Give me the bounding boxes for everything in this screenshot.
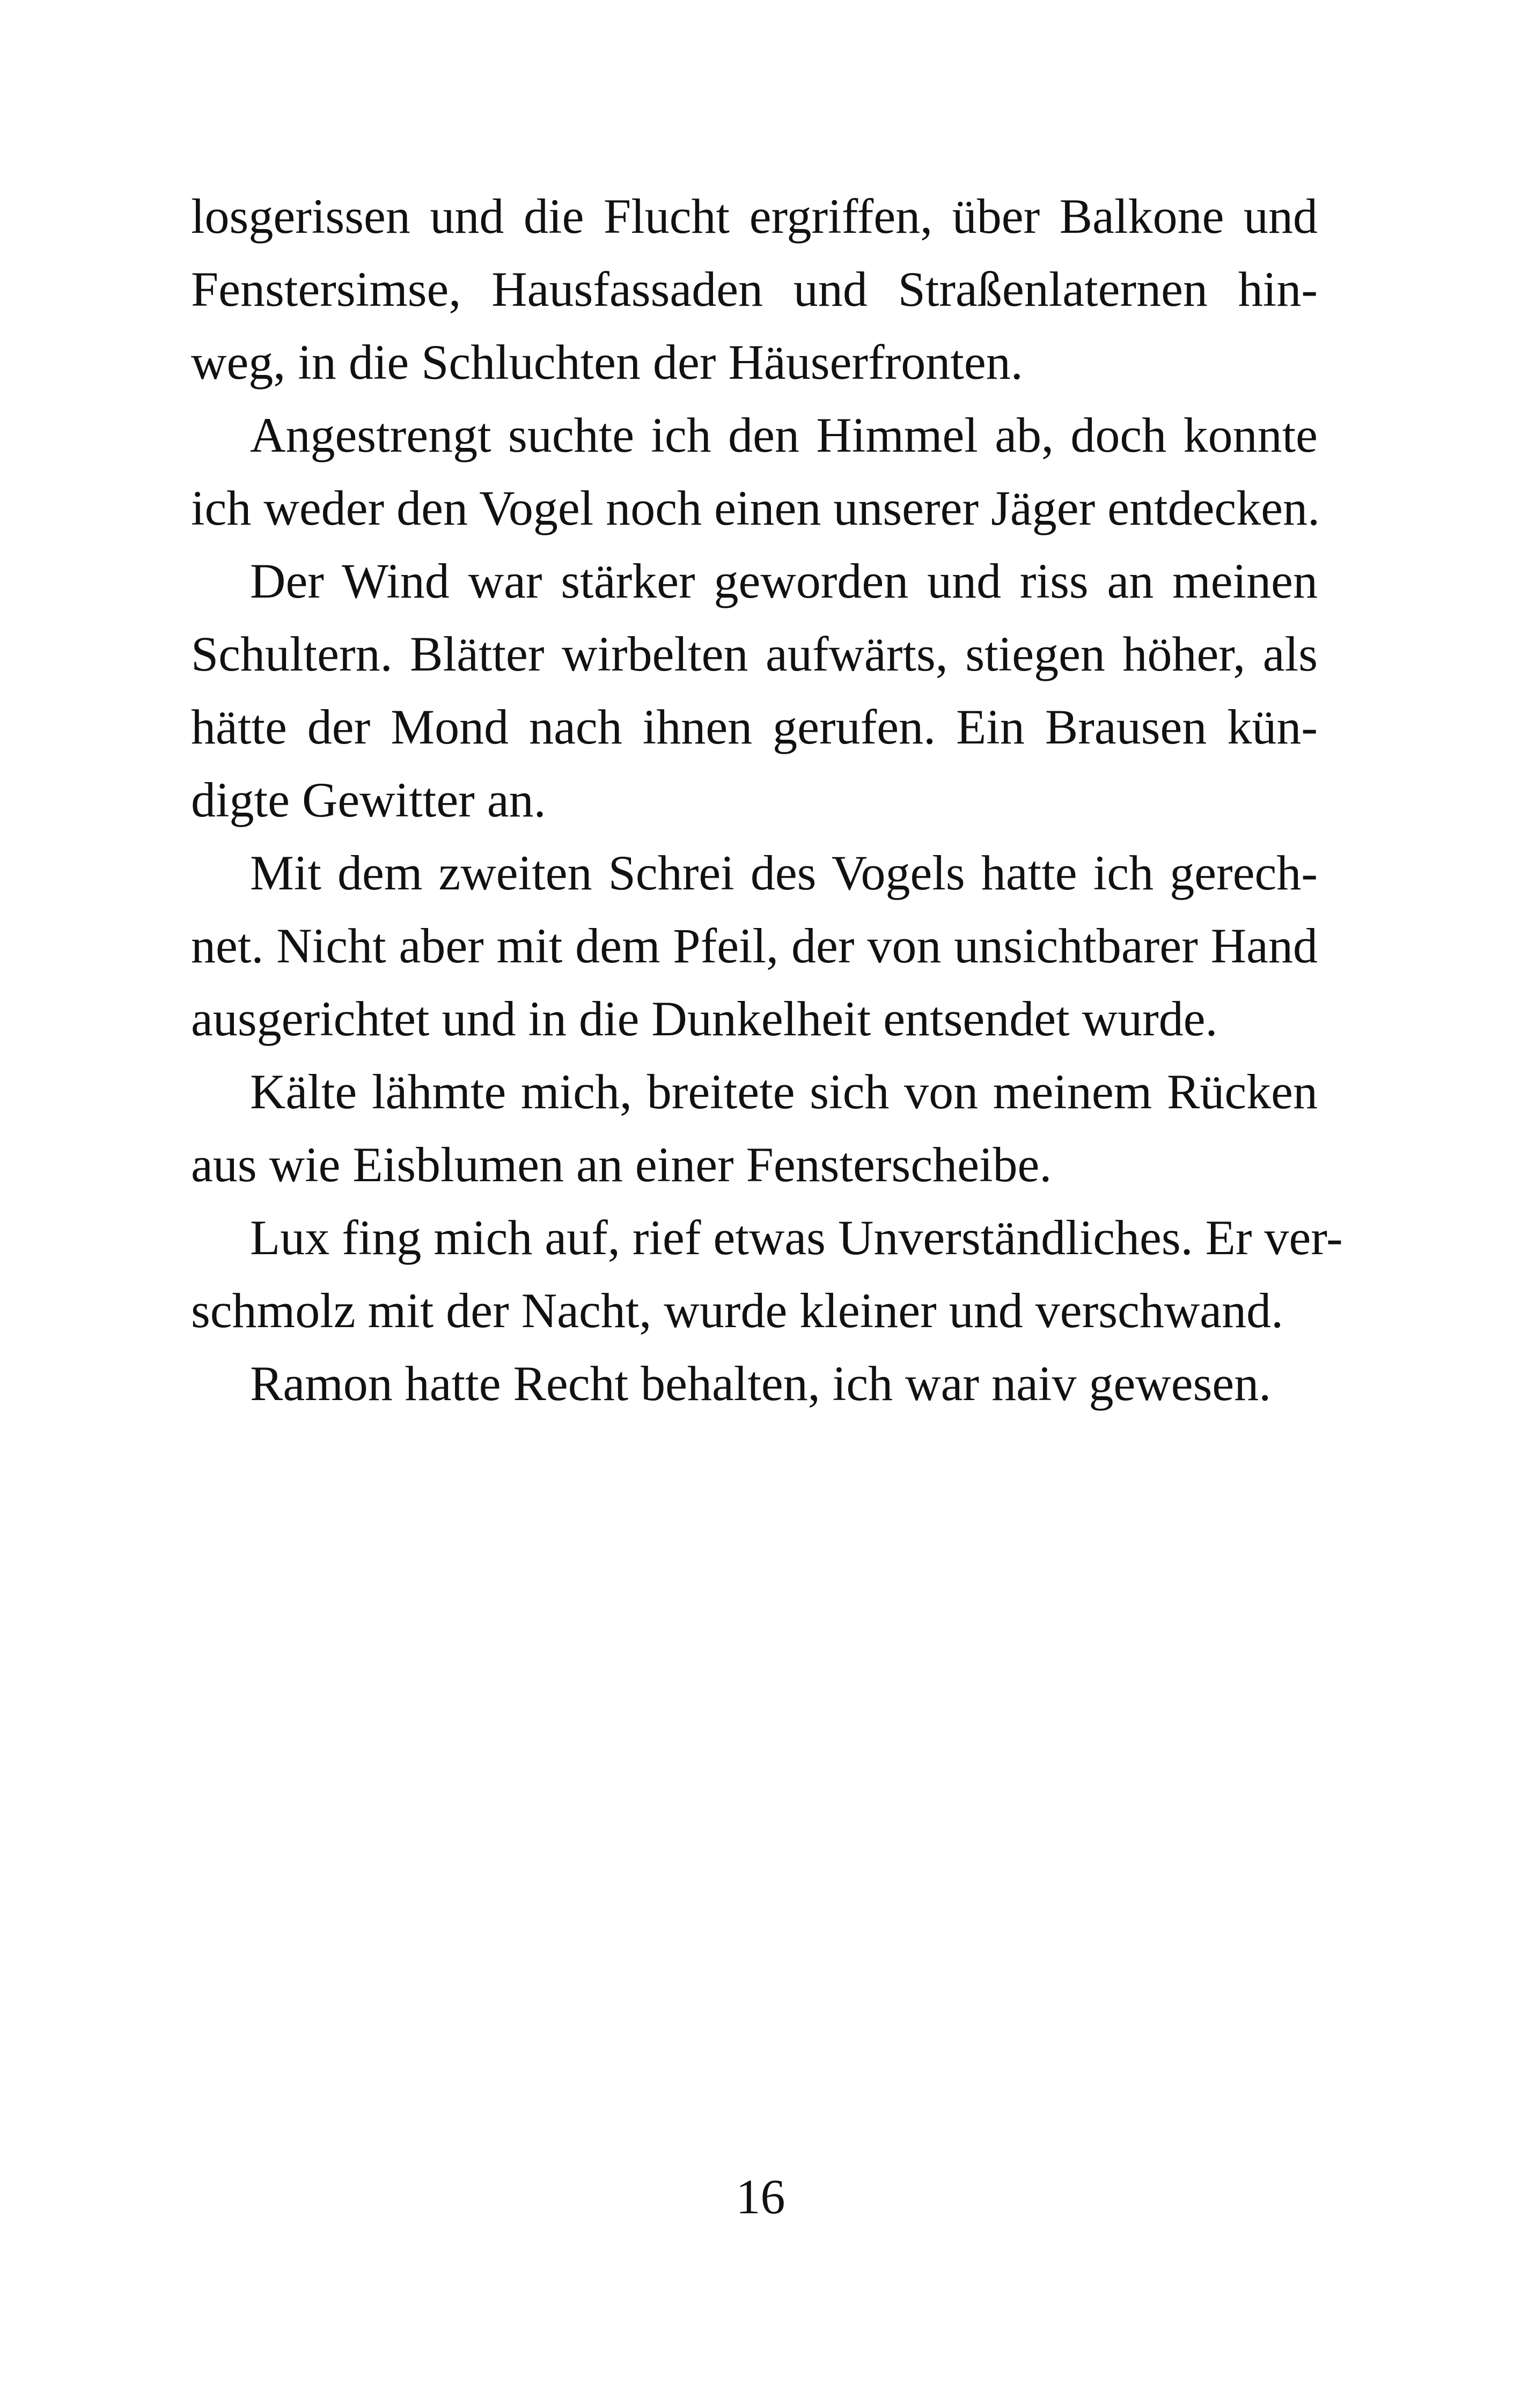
text-line: aus wie Eisblumen an einer Fensterscheibe. [191,1137,1052,1192]
text-line: ausgerichtet und in die Dunkelheit entsendet wurde. [191,991,1218,1046]
text-line: losgerissen und die Flucht ergriffen, über Balkone und [191,189,1318,244]
text-line: Lux fing mich auf, rief etwas Unverständliches. Er ver- [250,1210,1343,1265]
text-line: schmolz mit der Nacht, wurde kleiner und verschwand. [191,1283,1284,1338]
text-line: Fenstersimse, Hausfassaden und Straßenlaternen hin- [191,262,1318,316]
text-line: Kälte lähmte mich, breitete sich von meinem Rücken [250,1064,1318,1119]
text-line: Der Wind war stärker geworden und riss an meinen [250,554,1318,608]
page-number: 16 [736,2169,785,2224]
body-text [191,180,1343,1420]
text-line: ich weder den Vogel noch einen unserer Jäger entdecken. [191,481,1320,535]
text-line: hätte der Mond nach ihnen gerufen. Ein Brausen kün- [191,699,1318,754]
text-line: Angestrengt suchte ich den Himmel ab, doch konnte [250,408,1318,462]
text-line: digte Gewitter an. [191,772,546,827]
text-line: Mit dem zweiten Schrei des Vogels hatte ich gerech- [250,845,1318,900]
text-line: Schultern. Blätter wirbelten aufwärts, stiegen höher, als [191,627,1318,681]
text-line: weg, in die Schluchten der Häuserfronten. [191,335,1023,389]
text-line: Ramon hatte Recht behalten, ich war naiv gewesen. [250,1356,1272,1411]
text-line: net. Nicht aber mit dem Pfeil, der von unsichtbarer Hand [191,918,1318,973]
